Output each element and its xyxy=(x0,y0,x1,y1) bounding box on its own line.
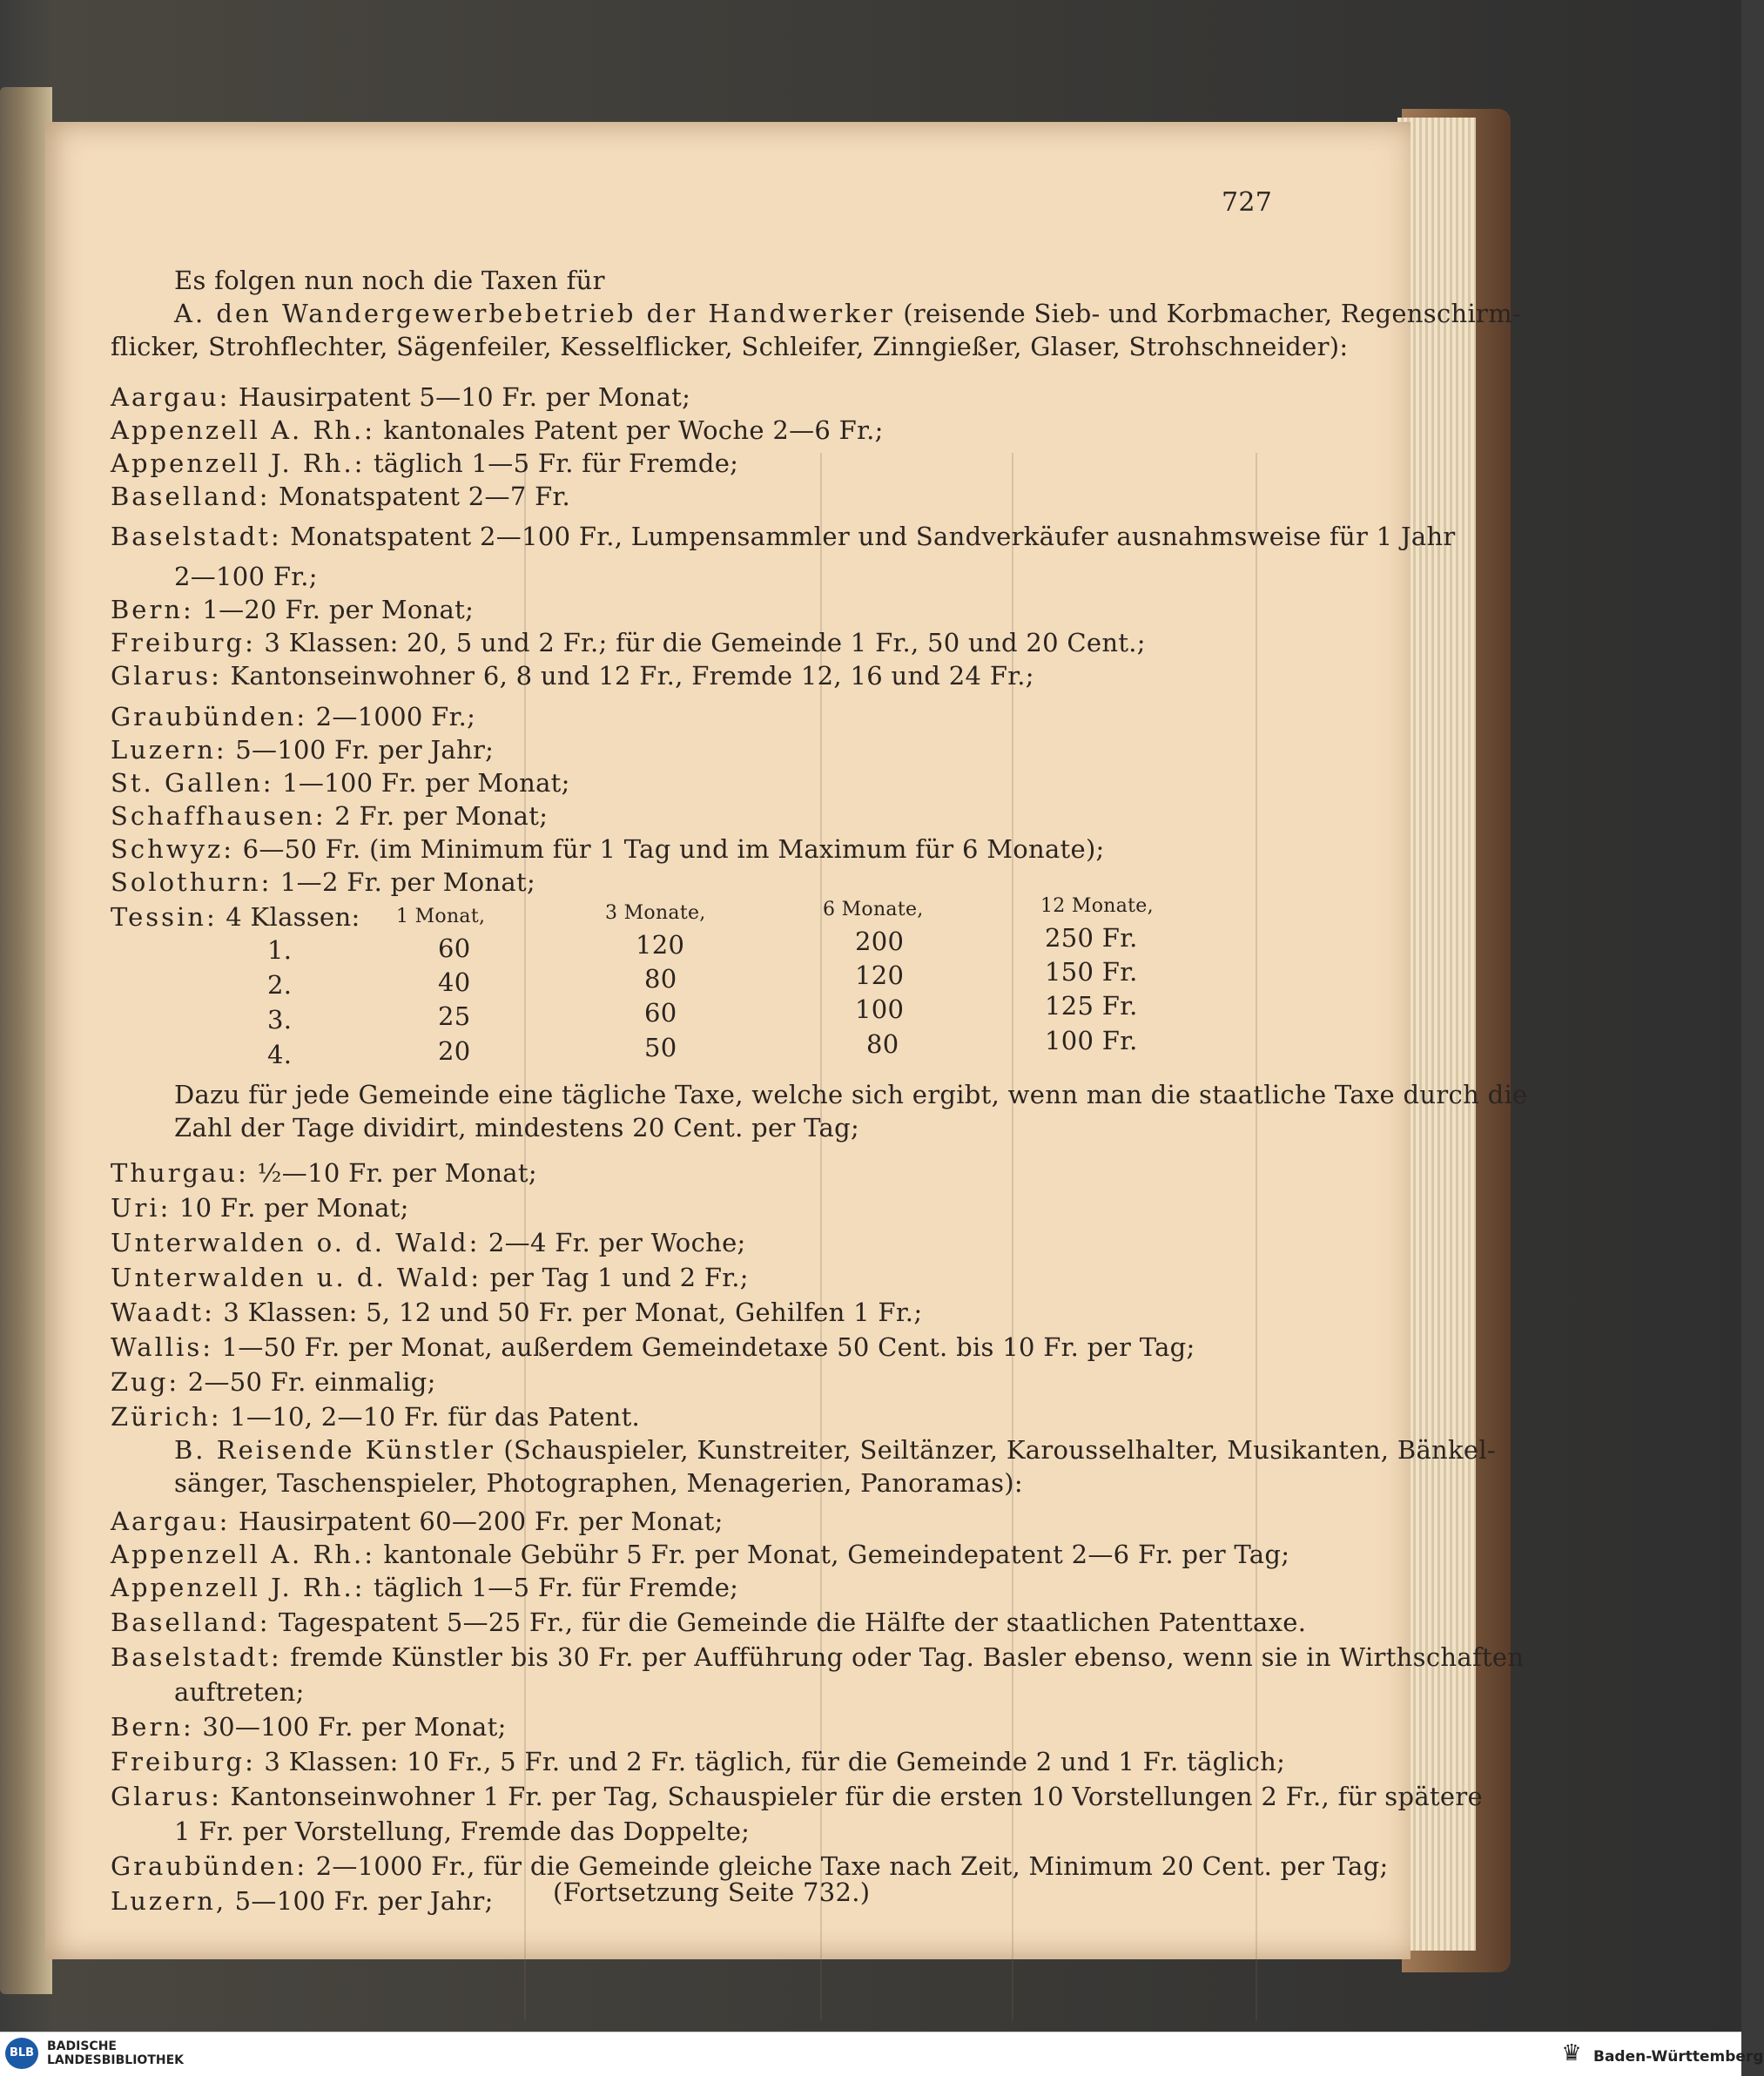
tessin-label: 4 Klassen: xyxy=(226,902,360,932)
entry-text: 5—100 Fr. per Jahr; xyxy=(226,735,495,765)
footer-bar xyxy=(0,2032,1741,2076)
entry-text: 1—2 Fr. per Monat; xyxy=(272,867,536,897)
entry-text: 2—50 Fr. einmalig; xyxy=(179,1367,436,1397)
entry-b-glarus xyxy=(111,1782,1483,1811)
state-name[interactable]: Baden-Württemberg xyxy=(1593,2048,1764,2066)
canton-name: Baselstadt: xyxy=(111,1642,282,1672)
entry-b-baselstadt xyxy=(111,1642,1524,1672)
book-cover-left xyxy=(0,87,52,1994)
canton-name: Baselland: xyxy=(111,482,271,511)
tessin-cell: 125 Fr. xyxy=(1045,991,1138,1021)
canton-name: Baselstadt: xyxy=(111,522,282,551)
entry-bern xyxy=(111,595,474,624)
tessin-class: 1. xyxy=(267,935,293,965)
entry-text: 1—10, 2—10 Fr. für das Patent. xyxy=(221,1402,641,1432)
entry-baselstadt-cont: 2—100 Fr.; xyxy=(174,562,318,591)
entry-b-glarus-cont: 1 Fr. per Vorstellung, Fremde das Doppelte; xyxy=(174,1816,751,1846)
entry-b-baselland xyxy=(111,1608,1306,1637)
entry-solothurn xyxy=(111,867,535,897)
tessin-cell: 60 xyxy=(438,934,471,963)
entry-text: Kantonseinwohner 6, 8 und 12 Fr., Fremde 12, 16 und 24 Fr.; xyxy=(221,661,1034,691)
canton-name: Unterwalden o. d. Wald: xyxy=(111,1228,481,1257)
tessin-cell: 40 xyxy=(438,967,471,997)
entry-thurgau xyxy=(111,1158,537,1188)
entry-text: 1—100 Fr. per Monat; xyxy=(273,768,570,798)
blb-logo-icon[interactable]: BLB xyxy=(5,2038,38,2069)
entry-text: 2—1000 Fr., für die Gemeinde gleiche Taxe nach Zeit, Minimum 20 Cent. per Tag; xyxy=(307,1851,1389,1881)
entry-b-bern xyxy=(111,1712,507,1742)
entry-text: 10 Fr. per Monat; xyxy=(171,1193,409,1223)
entry-baselstadt xyxy=(111,522,1456,551)
entry-glarus xyxy=(111,661,1034,691)
entry-text: 2—4 Fr. per Woche; xyxy=(480,1228,746,1257)
library-name[interactable] xyxy=(47,2039,184,2067)
canton-name: Aargau: xyxy=(111,382,231,412)
entry-nidwalden xyxy=(111,1263,749,1292)
entry-schwyz xyxy=(111,834,1105,864)
canton-name: Freiburg: xyxy=(111,1747,256,1776)
canton-name: Schaffhausen: xyxy=(111,801,327,831)
entry-text: täglich 1—5 Fr. für Fremde; xyxy=(365,1573,739,1602)
entry-b-appenzell-ar xyxy=(111,1540,1289,1569)
canton-name: Appenzell A. Rh.: xyxy=(111,415,375,445)
canton-name: Glarus: xyxy=(111,661,222,691)
entry-text: 1—20 Fr. per Monat; xyxy=(193,595,475,624)
tessin-header-1: 1 Monat, xyxy=(396,906,486,927)
continuation-note: (Fortsetzung Seite 732.) xyxy=(553,1877,871,1907)
tessin-class: 4. xyxy=(267,1040,293,1069)
entry-text: 3 Klassen: 10 Fr., 5 Fr. und 2 Fr. täglich, für die Gemeinde 2 und 1 Fr. täglich; xyxy=(255,1747,1286,1776)
tessin-cell: 80 xyxy=(644,964,677,994)
canton-name: Aargau: xyxy=(111,1506,231,1536)
canton-name: Appenzell J. Rh.: xyxy=(111,448,366,478)
canton-name: Glarus: xyxy=(111,1782,222,1811)
tessin-header-2: 3 Monate, xyxy=(605,902,706,924)
canton-name: Tessin: xyxy=(111,902,218,932)
entry-text: Hausirpatent 5—10 Fr. per Monat; xyxy=(230,382,691,412)
entry-text: 3 Klassen: 20, 5 und 2 Fr.; für die Gemeinde 1 Fr., 50 und 20 Cent.; xyxy=(255,628,1146,657)
entry-text: Kantonseinwohner 1 Fr. per Tag, Schauspieler für die ersten 10 Vorstellungen 2 Fr., für spätere xyxy=(221,1782,1483,1811)
tessin-cell: 100 xyxy=(855,994,905,1024)
canton-name: Baselland: xyxy=(111,1608,271,1637)
canton-name: Freiburg: xyxy=(111,628,256,657)
canton-name: St. Gallen: xyxy=(111,768,274,798)
section-b-heading xyxy=(174,1435,1496,1465)
canton-name: Schwyz: xyxy=(111,834,235,864)
tessin-header-4: 12 Monate, xyxy=(1040,895,1154,917)
section-b-heading-rest: (Schauspieler, Kunstreiter, Seiltänzer, Karousselhalter, Musikanten, Bänkel- xyxy=(495,1435,1497,1465)
entry-text: 1—50 Fr. per Monat, außerdem Gemeindetaxe 50 Cent. bis 10 Fr. per Tag; xyxy=(213,1332,1195,1362)
tessin-cell: 100 Fr. xyxy=(1045,1026,1138,1055)
canton-name: Unterwalden u. d. Wald: xyxy=(111,1263,482,1292)
entry-text: ½—10 Fr. per Monat; xyxy=(248,1158,537,1188)
tessin-note-cont: Zahl der Tage dividirt, mindestens 20 Cent. per Tag; xyxy=(174,1113,860,1142)
canton-name: Thurgau: xyxy=(111,1158,249,1188)
canton-name: Solothurn: xyxy=(111,867,273,897)
entry-text: 2—1000 Fr.; xyxy=(307,702,476,731)
entry-appenzell-ar xyxy=(111,415,884,445)
canton-name: Bern: xyxy=(111,595,194,624)
canton-name: Wallis: xyxy=(111,1332,214,1362)
canton-name: Zürich: xyxy=(111,1402,222,1432)
canton-name: Appenzell A. Rh.: xyxy=(111,1540,375,1569)
section-a-heading-cont: flicker, Strohflechter, Sägenfeiler, Kesselflicker, Schleifer, Zinngießer, Glaser, Strohschneider): xyxy=(111,332,1349,361)
entry-baselland xyxy=(111,482,570,511)
entry-b-luzern xyxy=(111,1886,494,1916)
section-a-heading xyxy=(174,299,1521,328)
canton-name: Graubünden: xyxy=(111,1851,308,1881)
entry-text: 5—100 Fr. per Jahr; xyxy=(226,1886,494,1916)
tessin-header-3: 6 Monate, xyxy=(823,899,924,920)
entry-text: Monatspatent 2—100 Fr., Lumpensammler und Sandverkäufer ausnahmsweise für 1 Jahr xyxy=(281,522,1456,551)
tessin-cell: 120 xyxy=(636,930,685,960)
entry-luzern xyxy=(111,735,494,765)
entry-schaffhausen xyxy=(111,801,548,831)
entry-freiburg xyxy=(111,628,1146,657)
entry-text: per Tag 1 und 2 Fr.; xyxy=(481,1263,749,1292)
entry-b-freiburg xyxy=(111,1747,1285,1776)
entry-text: Tagespatent 5—25 Fr., für die Gemeinde die Hälfte der staatlichen Patenttaxe. xyxy=(270,1608,1307,1637)
entry-text: Hausirpatent 60—200 Fr. per Monat; xyxy=(230,1506,724,1536)
library-name-line1: BADISCHE xyxy=(47,2039,117,2053)
tessin-cell: 120 xyxy=(855,960,905,990)
entry-b-aargau xyxy=(111,1506,724,1536)
tessin-cell: 50 xyxy=(644,1033,677,1062)
entry-wallis xyxy=(111,1332,1195,1362)
entry-graubuenden xyxy=(111,702,475,731)
canton-name: Graubünden: xyxy=(111,702,308,731)
tessin-note: Dazu für jede Gemeinde eine tägliche Taxe, welche sich ergibt, wenn man die staatliche Taxe durch die xyxy=(174,1080,1528,1109)
canton-name: Uri: xyxy=(111,1193,172,1223)
tessin-class: 2. xyxy=(267,970,293,1000)
section-a-heading-rest: (reisende Sieb- und Korbmacher, Regenschirm- xyxy=(894,299,1522,328)
library-name-line2: LANDESBIBLIOTHEK xyxy=(47,2053,185,2067)
tessin-cell: 80 xyxy=(866,1029,899,1059)
section-b-heading-cont: sänger, Taschenspieler, Photographen, Menagerien, Panoramas): xyxy=(174,1468,1023,1498)
tessin-cell: 150 Fr. xyxy=(1045,957,1138,987)
entry-text: 6—50 Fr. (im Minimum für 1 Tag und im Maximum für 6 Monate); xyxy=(234,834,1105,864)
canton-name: Luzern, xyxy=(111,1886,227,1916)
entry-waadt xyxy=(111,1298,922,1327)
canton-name: Luzern: xyxy=(111,735,227,765)
canton-name: Zug: xyxy=(111,1367,180,1397)
tessin-cell: 20 xyxy=(438,1036,471,1066)
entry-appenzell-ir xyxy=(111,448,738,478)
entry-text: 3 Klassen: 5, 12 und 50 Fr. per Monat, Gehilfen 1 Fr.; xyxy=(214,1298,923,1327)
entry-uri xyxy=(111,1193,409,1223)
section-b-title: B. Reisende Künstler xyxy=(174,1435,495,1465)
entry-text: kantonale Gebühr 5 Fr. per Monat, Gemeindepatent 2—6 Fr. per Tag; xyxy=(375,1540,1290,1569)
entry-obwalden xyxy=(111,1228,746,1257)
entry-zuerich xyxy=(111,1402,640,1432)
entry-aargau xyxy=(111,382,690,412)
entry-zug xyxy=(111,1367,436,1397)
entry-text: kantonales Patent per Woche 2—6 Fr.; xyxy=(375,415,884,445)
entry-b-graubuenden xyxy=(111,1851,1389,1881)
tessin-cell: 60 xyxy=(644,998,677,1028)
entry-text: täglich 1—5 Fr. für Fremde; xyxy=(365,448,739,478)
page-number: 727 xyxy=(1222,187,1273,218)
tessin-cell: 200 xyxy=(855,927,905,956)
entry-b-baselstadt-cont: auftreten; xyxy=(174,1677,305,1707)
tessin-cell: 250 Fr. xyxy=(1045,923,1138,953)
canton-name: Appenzell J. Rh.: xyxy=(111,1573,366,1602)
entry-text: Monatspatent 2—7 Fr. xyxy=(270,482,571,511)
entry-st-gallen xyxy=(111,768,570,798)
entry-b-appenzell-ir xyxy=(111,1573,738,1602)
tessin-class: 3. xyxy=(267,1005,293,1035)
tessin-cell: 25 xyxy=(438,1001,471,1031)
entry-text: fremde Künstler bis 30 Fr. per Aufführung oder Tag. Basler ebenso, wenn sie in Wirthschaften xyxy=(281,1642,1525,1672)
section-a-title: A. den Wandergewerbebetrieb der Handwerker xyxy=(174,299,895,328)
intro-line: Es folgen nun noch die Taxen für xyxy=(174,266,605,295)
canton-name: Bern: xyxy=(111,1712,194,1742)
canton-name: Waadt: xyxy=(111,1298,215,1327)
entry-text: 2 Fr. per Monat; xyxy=(326,801,549,831)
entry-tessin xyxy=(111,902,360,932)
entry-text: 30—100 Fr. per Monat; xyxy=(193,1712,507,1742)
state-coat-of-arms-icon[interactable]: ♛ xyxy=(1561,2040,1582,2066)
